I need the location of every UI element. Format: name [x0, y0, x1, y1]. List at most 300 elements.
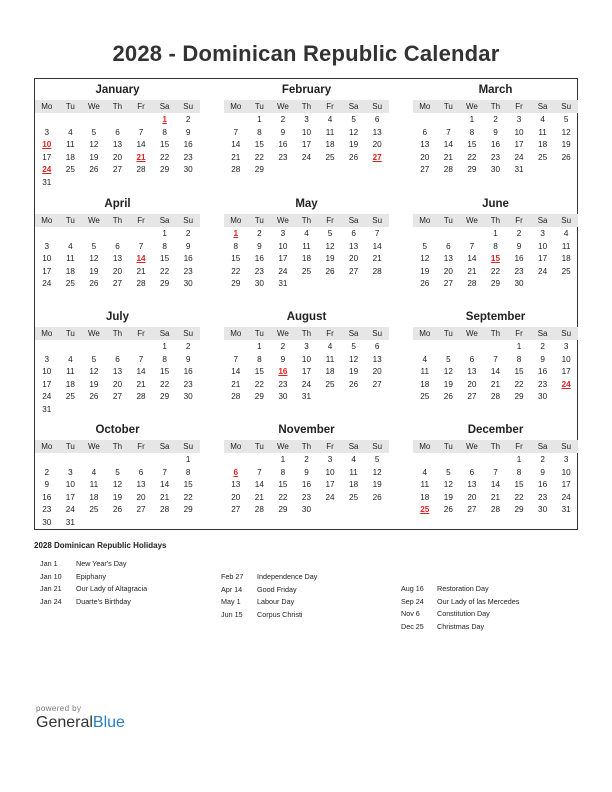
weekday-label: Mo [230, 102, 242, 111]
day-cell: 16 [278, 140, 288, 150]
day-cell: 14 [160, 480, 170, 490]
day-cell: 28 [136, 392, 146, 402]
day-cell: 9 [304, 467, 309, 477]
weekday-label: Fr [326, 216, 334, 225]
day-cell: 24 [65, 505, 75, 515]
day-cell: 21 [254, 492, 264, 502]
day-cell: 15 [514, 367, 524, 377]
month-name: December [467, 424, 524, 436]
day-cell: 24 [301, 152, 312, 162]
weekday-label: Th [112, 442, 123, 451]
day-cell: 22 [514, 379, 524, 389]
day-cell: 2 [185, 229, 191, 238]
day-cell: 5 [563, 115, 569, 124]
weekday-header [35, 440, 200, 453]
weekday-label: Su [561, 102, 572, 111]
day-cell: 30 [301, 505, 312, 515]
day-cell: 21 [231, 152, 241, 162]
weekday-header [224, 327, 389, 340]
day-cell: 5 [446, 467, 451, 477]
empty-cell [153, 454, 177, 467]
brand-logo [36, 704, 125, 732]
holiday-column [221, 571, 371, 621]
powered-by-text: powered by [36, 704, 82, 713]
weekday-label: We [465, 329, 478, 338]
holiday-row [401, 621, 551, 634]
empty-cell [35, 228, 59, 241]
day-cell: 18 [538, 140, 548, 150]
day-cell: 11 [420, 367, 430, 377]
day-cell: 16 [254, 254, 264, 264]
weekday-label: Sa [348, 442, 359, 451]
day-cell: 6 [374, 342, 380, 351]
day-cell: 2 [185, 115, 191, 124]
holiday-date: Jan 21 [40, 584, 62, 594]
day-cell: 21 [160, 492, 170, 502]
day-cell: 26 [372, 492, 382, 502]
holiday-name: Epiphany [76, 571, 106, 581]
day-cell: 30 [183, 392, 193, 402]
holiday-name: Restoration Day [437, 584, 489, 593]
day-cell: 23 [42, 505, 52, 515]
day-cell: 16 [538, 367, 548, 377]
day-cell: 3 [304, 115, 309, 124]
day-cell: 2 [540, 342, 545, 351]
holiday-date: Jun 15 [221, 609, 243, 619]
day-cell: 23 [254, 266, 264, 276]
day-cell: 28 [160, 505, 170, 515]
day-cell: 29 [467, 165, 477, 175]
month-name: September [465, 311, 526, 323]
day-cell: 8 [162, 241, 167, 251]
month-name: August [286, 311, 327, 323]
day-cell: 31 [278, 279, 288, 289]
weekday-header [413, 440, 578, 453]
day-cell: 20 [231, 492, 241, 502]
logo-general: General [36, 714, 93, 731]
holiday-date: Dec 25 [401, 621, 424, 631]
day-cell: 24 [325, 492, 335, 502]
day-cell: 27 [372, 379, 382, 389]
day-cell: 24 [42, 392, 52, 402]
empty-cell [106, 454, 130, 467]
empty-cell [35, 114, 59, 127]
empty-cell [59, 228, 83, 241]
day-cell: 30 [254, 279, 264, 289]
day-grid [413, 113, 578, 177]
day-cell: 14 [372, 241, 382, 251]
day-cell: 3 [516, 115, 522, 124]
day-cell: 7 [162, 467, 167, 477]
day-cell: 9 [280, 127, 286, 137]
day-cell: 29 [183, 505, 193, 515]
day-cell: 7 [138, 354, 144, 364]
day-cell: 19 [349, 140, 359, 150]
generalblue-logo [36, 714, 125, 732]
holiday-day-cell: 15 [490, 254, 501, 264]
weekday-header [35, 327, 200, 340]
weekday-label: Sa [537, 102, 548, 111]
day-cell: 22 [183, 492, 193, 502]
weekday-label: Fr [137, 329, 145, 338]
holiday-day-cell: 24 [42, 165, 52, 175]
day-cell: 6 [115, 241, 120, 251]
day-cell: 19 [443, 492, 453, 502]
day-grid [35, 453, 200, 530]
day-cell: 2 [44, 467, 50, 477]
day-cell: 29 [254, 392, 264, 402]
holiday-row [221, 609, 371, 622]
day-cell: 22 [467, 152, 477, 162]
holiday-date: Aug 16 [401, 584, 424, 593]
weekday-label: Mo [230, 329, 242, 338]
weekday-label: Sa [159, 329, 170, 338]
day-cell: 26 [89, 392, 99, 402]
weekday-label: Th [112, 329, 123, 338]
holidays-title: 2028 Dominican Republic Holidays [34, 541, 167, 550]
day-cell: 11 [325, 354, 335, 364]
day-cell: 18 [561, 254, 571, 264]
weekday-label: Tu [443, 329, 453, 338]
weekday-label: Su [183, 102, 194, 111]
day-cell: 1 [516, 342, 522, 351]
empty-cell [460, 228, 484, 241]
day-cell: 24 [42, 279, 52, 289]
holiday-name: Independence Day [257, 572, 318, 581]
empty-cell [413, 341, 437, 354]
day-cell: 29 [160, 165, 170, 175]
weekday-label: Fr [326, 329, 334, 338]
holiday-date: Jan 1 [40, 559, 58, 568]
day-grid [224, 453, 389, 517]
weekday-header [413, 100, 578, 113]
day-cell: 27 [467, 392, 477, 402]
day-cell: 7 [138, 241, 144, 251]
day-cell: 7 [493, 354, 498, 364]
day-cell: 25 [325, 152, 335, 162]
empty-cell [224, 341, 248, 354]
day-cell: 2 [493, 115, 498, 124]
weekday-header [224, 100, 389, 113]
day-cell: 11 [66, 254, 75, 264]
day-cell: 17 [42, 379, 52, 389]
day-cell: 9 [44, 480, 50, 490]
month-february [224, 82, 389, 177]
day-cell: 15 [278, 480, 288, 490]
empty-cell [106, 114, 130, 127]
day-grid [413, 340, 578, 404]
day-cell: 15 [467, 140, 477, 150]
empty-cell [437, 114, 461, 127]
day-cell: 30 [183, 165, 193, 175]
day-cell: 10 [538, 241, 548, 251]
month-march [413, 82, 578, 177]
empty-cell [82, 228, 106, 241]
weekday-label: Th [112, 102, 123, 111]
empty-cell [59, 341, 83, 354]
day-grid [35, 113, 200, 190]
logo-blue: Blue [92, 714, 125, 731]
day-cell: 3 [327, 455, 333, 464]
holiday-name: Good Friday [257, 584, 297, 594]
weekday-header [224, 440, 389, 453]
weekday-label: Su [183, 329, 194, 338]
empty-cell [82, 341, 106, 354]
day-cell: 22 [254, 379, 264, 389]
holiday-row [40, 571, 170, 584]
day-cell: 17 [42, 266, 52, 276]
day-cell: 2 [540, 455, 545, 464]
day-cell: 14 [231, 367, 241, 377]
day-cell: 7 [374, 229, 380, 238]
day-cell: 25 [420, 392, 430, 402]
day-cell: 10 [561, 354, 571, 364]
day-cell: 19 [325, 254, 335, 264]
day-cell: 12 [443, 480, 453, 490]
day-cell: 4 [327, 342, 333, 351]
day-cell: 21 [136, 266, 146, 276]
day-cell: 1 [257, 115, 262, 124]
holiday-name: Our Lady of las Mercedes [437, 596, 520, 606]
day-cell: 8 [280, 467, 286, 477]
empty-cell [413, 114, 437, 127]
holiday-row [40, 596, 170, 609]
day-cell: 4 [422, 354, 428, 364]
day-cell: 22 [254, 152, 264, 162]
weekday-header [413, 327, 578, 340]
weekday-label: We [276, 329, 289, 338]
weekday-label: Tu [65, 329, 75, 338]
day-cell: 13 [136, 480, 146, 490]
day-cell: 17 [278, 254, 288, 264]
weekday-header [35, 214, 200, 227]
weekday-label: Su [372, 329, 383, 338]
weekday-label: Tu [254, 442, 264, 451]
day-cell: 13 [112, 367, 123, 377]
day-cell: 4 [68, 127, 73, 137]
day-cell: 4 [91, 467, 97, 477]
weekday-label: We [276, 216, 289, 225]
weekday-label: Sa [159, 216, 170, 225]
month-august [224, 309, 389, 404]
day-cell: 26 [420, 279, 430, 289]
page-title: 2028 - Dominican Republic Calendar [112, 41, 500, 66]
day-cell: 5 [374, 455, 380, 464]
day-cell: 26 [349, 152, 359, 162]
day-cell: 15 [231, 254, 241, 264]
month-april [35, 196, 200, 291]
day-cell: 20 [467, 492, 477, 502]
month-june [413, 196, 578, 291]
day-cell: 26 [89, 279, 99, 289]
day-cell: 7 [493, 467, 498, 477]
day-cell: 28 [443, 165, 453, 175]
day-cell: 14 [254, 480, 264, 490]
day-cell: 12 [561, 127, 571, 137]
day-cell: 20 [112, 152, 123, 162]
day-cell: 21 [231, 379, 241, 389]
day-cell: 26 [561, 152, 571, 162]
day-cell: 17 [301, 140, 312, 150]
weekday-label: Fr [137, 216, 145, 225]
weekday-label: Su [561, 216, 572, 225]
weekday-header [413, 214, 578, 227]
empty-cell [484, 454, 508, 467]
day-cell: 11 [325, 127, 335, 137]
day-cell: 27 [136, 505, 146, 515]
day-cell: 16 [42, 492, 52, 502]
day-cell: 21 [136, 379, 146, 389]
holiday-name: New Year's Day [76, 559, 127, 568]
day-cell: 29 [278, 505, 288, 515]
day-cell: 10 [514, 127, 524, 137]
day-cell: 2 [280, 342, 286, 351]
day-cell: 12 [372, 467, 382, 477]
holiday-day-cell: 16 [278, 367, 288, 377]
holiday-name: Constitution Day [437, 609, 490, 619]
month-name: November [278, 424, 335, 436]
day-cell: 19 [89, 379, 99, 389]
day-cell: 19 [89, 152, 99, 162]
weekday-label: Mo [419, 329, 431, 338]
month-name: October [95, 424, 140, 436]
month-may [224, 196, 389, 291]
day-cell: 2 [280, 115, 286, 124]
day-cell: 25 [561, 266, 571, 276]
day-grid [413, 453, 578, 517]
day-cell: 31 [514, 165, 524, 175]
day-cell: 25 [65, 279, 75, 289]
day-cell: 12 [89, 367, 99, 377]
holiday-day-cell: 21 [136, 152, 146, 162]
holiday-day-cell: 1 [162, 115, 167, 124]
day-cell: 3 [563, 455, 569, 464]
holiday-row [40, 558, 170, 571]
weekday-header [224, 214, 389, 227]
day-cell: 26 [89, 165, 99, 175]
month-name: July [105, 311, 129, 323]
holiday-day-cell: 24 [561, 379, 571, 389]
weekday-label: Tu [65, 442, 75, 451]
weekday-label: We [465, 102, 478, 111]
day-cell: 26 [443, 505, 453, 515]
day-cell: 3 [563, 342, 569, 351]
day-cell: 1 [162, 229, 167, 238]
empty-cell [35, 454, 59, 467]
weekday-label: Th [490, 442, 501, 451]
day-cell: 29 [490, 279, 501, 289]
weekday-label: Tu [443, 216, 453, 225]
day-cell: 10 [301, 354, 312, 364]
day-cell: 18 [349, 480, 359, 490]
day-cell: 24 [561, 492, 571, 502]
day-cell: 9 [540, 354, 545, 364]
weekday-label: We [276, 442, 289, 451]
day-cell: 18 [325, 367, 335, 377]
day-cell: 3 [304, 342, 309, 351]
day-cell: 12 [443, 367, 453, 377]
day-cell: 27 [112, 165, 123, 175]
month-january [35, 82, 200, 190]
month-july [35, 309, 200, 417]
weekday-label: Mo [419, 102, 431, 111]
day-cell: 6 [115, 127, 120, 137]
weekday-label: Fr [515, 329, 523, 338]
day-cell: 2 [516, 229, 522, 238]
holiday-day-cell: 10 [42, 140, 52, 150]
day-cell: 1 [493, 229, 498, 238]
day-cell: 3 [540, 229, 545, 238]
holiday-name: Labour Day [257, 597, 295, 607]
day-cell: 25 [325, 379, 335, 389]
empty-cell [460, 454, 484, 467]
day-cell: 20 [112, 266, 123, 276]
day-cell: 4 [422, 467, 428, 477]
day-cell: 13 [231, 480, 241, 490]
holiday-day-cell: 25 [420, 505, 430, 515]
day-cell: 28 [254, 505, 264, 515]
holiday-row [221, 571, 371, 584]
day-cell: 31 [301, 392, 312, 402]
day-cell: 22 [490, 266, 501, 276]
day-cell: 30 [278, 392, 288, 402]
day-cell: 27 [349, 266, 359, 276]
weekday-label: Mo [41, 216, 53, 225]
day-cell: 16 [183, 254, 193, 264]
weekday-label: Fr [515, 442, 523, 451]
day-cell: 13 [349, 241, 359, 251]
day-cell: 17 [65, 492, 75, 502]
empty-cell [413, 228, 437, 241]
day-cell: 15 [183, 480, 193, 490]
day-cell: 7 [469, 241, 475, 251]
holiday-date: Feb 27 [221, 572, 244, 581]
empty-cell [224, 114, 248, 127]
day-cell: 13 [112, 140, 123, 150]
day-cell: 11 [538, 127, 547, 137]
day-cell: 8 [257, 127, 262, 137]
day-cell: 20 [372, 367, 382, 377]
day-cell: 12 [325, 241, 335, 251]
day-cell: 23 [183, 266, 193, 276]
day-cell: 21 [490, 379, 501, 389]
day-cell: 28 [231, 165, 241, 175]
weekday-label: Tu [65, 102, 75, 111]
day-cell: 25 [349, 492, 359, 502]
day-cell: 8 [469, 127, 475, 137]
month-november [224, 422, 389, 517]
day-cell: 13 [112, 254, 123, 264]
day-cell: 8 [493, 241, 498, 251]
empty-cell [59, 454, 83, 467]
holiday-row [221, 596, 371, 609]
month-october [35, 422, 200, 530]
day-cell: 4 [327, 115, 333, 124]
day-cell: 27 [231, 505, 241, 515]
day-cell: 7 [257, 467, 262, 477]
day-cell: 26 [325, 266, 335, 276]
weekday-label: Fr [137, 102, 145, 111]
day-cell: 8 [516, 467, 522, 477]
day-cell: 9 [185, 241, 191, 251]
day-cell: 26 [112, 505, 123, 515]
weekday-label: Fr [137, 442, 145, 451]
weekday-label: Sa [159, 442, 170, 451]
day-cell: 15 [160, 140, 170, 150]
weekday-label: Tu [443, 102, 453, 111]
holiday-row [401, 583, 551, 596]
day-cell: 16 [538, 480, 548, 490]
